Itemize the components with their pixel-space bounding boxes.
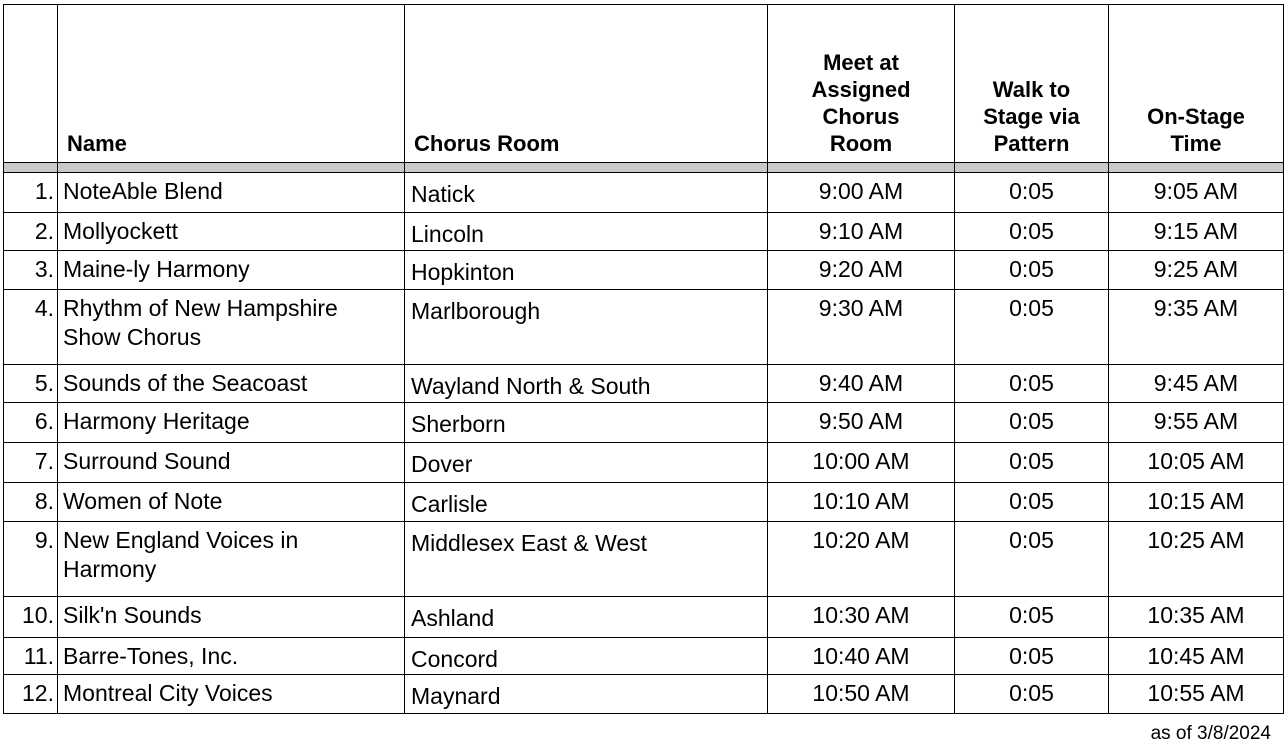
row-number: 3. [4,251,58,290]
on-stage-time: 10:15 AM [1109,483,1284,522]
chorus-room: Ashland [405,597,768,638]
walk-time: 0:05 [955,173,1109,213]
walk-time: 0:05 [955,365,1109,403]
header-row [4,5,1284,163]
on-stage-time: 9:25 AM [1109,251,1284,290]
on-stage-time: 9:45 AM [1109,365,1284,403]
meet-time: 9:20 AM [768,251,955,290]
header-walk-label: Walk to Stage via Pattern [983,77,1080,156]
chorus-name: Harmony Heritage [58,403,405,443]
table-row [4,675,1284,714]
on-stage-time: 10:35 AM [1109,597,1284,638]
row-number: 7. [4,443,58,483]
row-number: 4. [4,290,58,365]
meet-time: 10:00 AM [768,443,955,483]
chorus-room: Maynard [405,675,768,714]
chorus-name: Montreal City Voices [58,675,405,714]
chorus-name: Rhythm of New Hampshire Show Chorus [58,290,405,365]
walk-time: 0:05 [955,675,1109,714]
meet-time: 9:40 AM [768,365,955,403]
chorus-room: Hopkinton [405,251,768,290]
walk-time: 0:05 [955,251,1109,290]
walk-time: 0:05 [955,213,1109,251]
as-of-date: as of 3/8/2024 [1150,723,1271,744]
chorus-name: Surround Sound [58,443,405,483]
walk-time: 0:05 [955,522,1109,597]
walk-time: 0:05 [955,290,1109,365]
header-meet-label: Meet at Assigned Chorus Room [811,50,911,156]
on-stage-time: 9:05 AM [1109,173,1284,213]
table-row [4,403,1284,443]
row-number: 11. [4,638,58,675]
table-row [4,443,1284,483]
on-stage-time: 10:25 AM [1109,522,1284,597]
row-number: 8. [4,483,58,522]
meet-time: 9:10 AM [768,213,955,251]
on-stage-time: 9:55 AM [1109,403,1284,443]
on-stage-time: 9:15 AM [1109,213,1284,251]
row-number: 1. [4,173,58,213]
chorus-name: NoteAble Blend [58,173,405,213]
meet-time: 10:10 AM [768,483,955,522]
row-number: 10. [4,597,58,638]
row-number: 9. [4,522,58,597]
table-row [4,483,1284,522]
walk-time: 0:05 [955,403,1109,443]
chorus-room: Dover [405,443,768,483]
walk-time: 0:05 [955,483,1109,522]
meet-time: 10:50 AM [768,675,955,714]
chorus-room: Lincoln [405,213,768,251]
on-stage-time: 10:55 AM [1109,675,1284,714]
meet-time: 10:40 AM [768,638,955,675]
chorus-room: Wayland North & South [405,365,768,403]
header-walk-time [955,5,1109,163]
chorus-name: Maine-ly Harmony [58,251,405,290]
table-row [4,638,1284,675]
meet-time: 9:30 AM [768,290,955,365]
chorus-name: Silk'n Sounds [58,597,405,638]
walk-time: 0:05 [955,443,1109,483]
chorus-name: New England Voices in Harmony [58,522,405,597]
table-row [4,365,1284,403]
walk-time: 0:05 [955,597,1109,638]
header-separator [4,163,1284,173]
schedule-table [3,4,1284,714]
chorus-name: Barre-Tones, Inc. [58,638,405,675]
row-number: 5. [4,365,58,403]
header-on-stage-time [1109,5,1284,163]
header-chorus-room: Chorus Room [405,5,768,163]
walk-time: 0:05 [955,638,1109,675]
on-stage-time: 10:05 AM [1109,443,1284,483]
row-number: 2. [4,213,58,251]
chorus-room: Sherborn [405,403,768,443]
chorus-room: Natick [405,173,768,213]
row-number: 12. [4,675,58,714]
header-number [4,5,58,163]
table-row [4,597,1284,638]
chorus-room: Marlborough [405,290,768,365]
table-row [4,173,1284,213]
table-row [4,522,1284,597]
row-number: 6. [4,403,58,443]
meet-time: 9:50 AM [768,403,955,443]
chorus-room: Middlesex East & West [405,522,768,597]
schedule-body [4,173,1284,714]
chorus-name: Sounds of the Seacoast [58,365,405,403]
table-row [4,213,1284,251]
chorus-room: Carlisle [405,483,768,522]
header-stage-label: On-Stage Time [1147,104,1245,156]
chorus-name: Mollyockett [58,213,405,251]
meet-time: 10:30 AM [768,597,955,638]
meet-time: 10:20 AM [768,522,955,597]
on-stage-time: 10:45 AM [1109,638,1284,675]
chorus-name: Women of Note [58,483,405,522]
table-row [4,251,1284,290]
header-meet-time [768,5,955,163]
table-row [4,290,1284,365]
meet-time: 9:00 AM [768,173,955,213]
chorus-room: Concord [405,638,768,675]
header-name: Name [58,5,405,163]
on-stage-time: 9:35 AM [1109,290,1284,365]
